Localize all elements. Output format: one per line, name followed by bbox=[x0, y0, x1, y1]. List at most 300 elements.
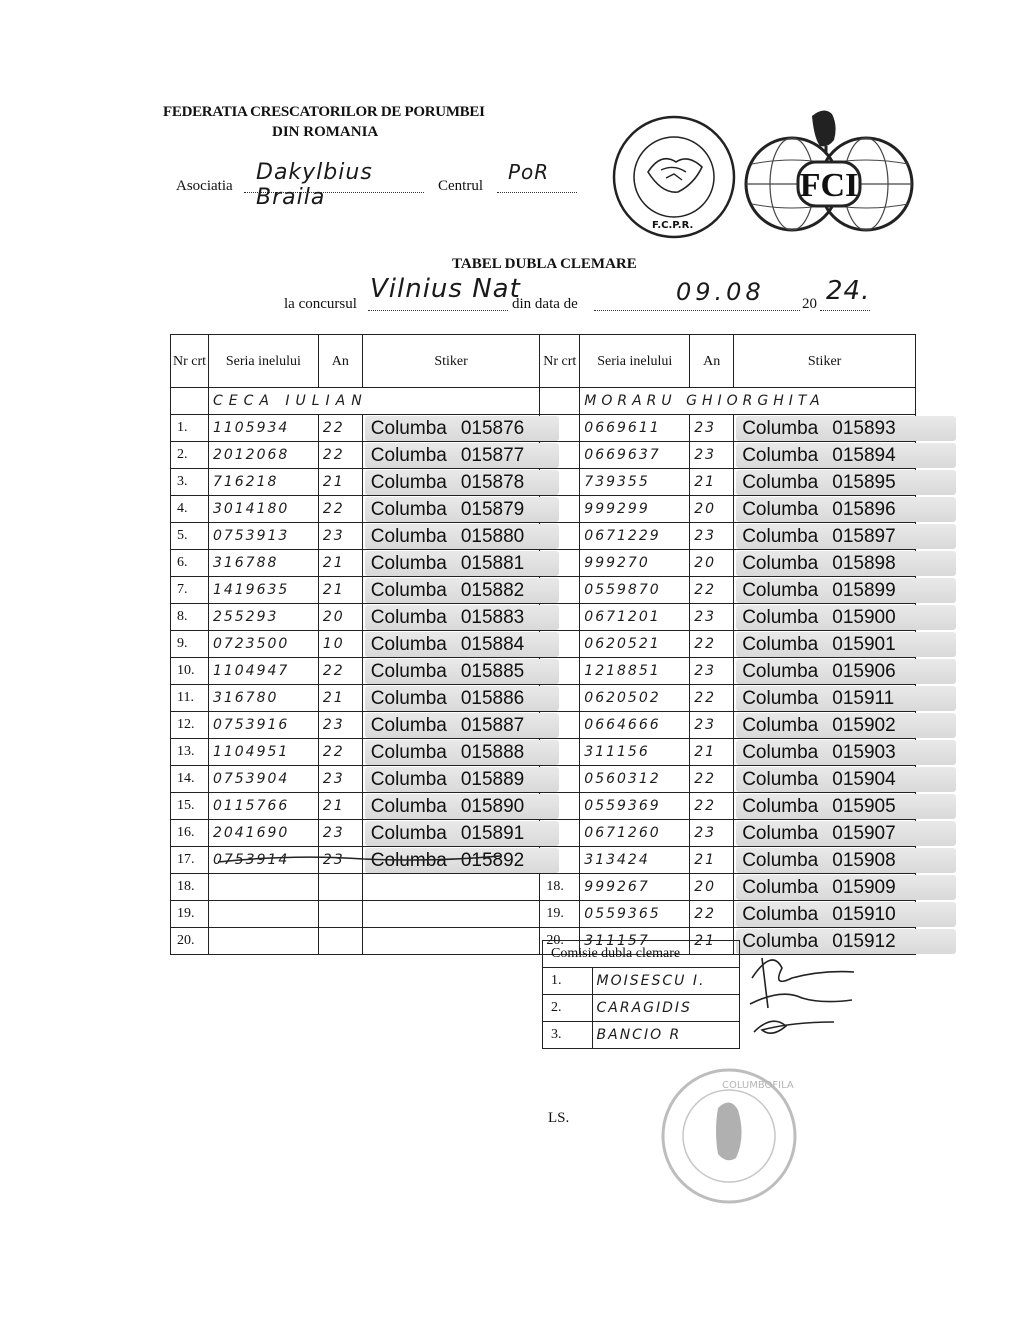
concurs-dotted-line bbox=[368, 310, 508, 311]
commission-row bbox=[543, 1022, 740, 1049]
commission-row bbox=[543, 968, 740, 995]
sticker-right bbox=[736, 902, 956, 927]
sticker-right-cell bbox=[734, 604, 916, 631]
sticker-brand: Columba bbox=[742, 795, 819, 817]
sticker-code: 015889 bbox=[460, 768, 525, 790]
ring-serial-left: 1104951 bbox=[208, 739, 318, 766]
sticker-left bbox=[365, 821, 559, 846]
year-left: 22 bbox=[318, 442, 362, 469]
table-row bbox=[171, 631, 916, 658]
commission-member-name: MOISESCU I. bbox=[592, 968, 739, 995]
sticker-brand: Columba bbox=[742, 930, 819, 952]
row-nr-left: 11. bbox=[171, 685, 209, 712]
sticker-left-cell bbox=[362, 523, 540, 550]
year-right: 22 bbox=[690, 685, 734, 712]
ring-serial-right: 311156 bbox=[580, 739, 690, 766]
sticker-code: 015882 bbox=[460, 579, 525, 601]
year-left: 22 bbox=[318, 739, 362, 766]
sticker-code: 015876 bbox=[460, 417, 525, 439]
sticker-code: 015899 bbox=[832, 579, 896, 601]
sticker-code: 015878 bbox=[460, 471, 525, 493]
sticker-right bbox=[736, 443, 956, 468]
sticker-code: 015912 bbox=[832, 930, 896, 952]
ring-serial-left: 3014180 bbox=[208, 496, 318, 523]
sticker-code: 015891 bbox=[460, 822, 525, 844]
ring-serial-left: 0115766 bbox=[208, 793, 318, 820]
table-row bbox=[171, 523, 916, 550]
header-an-right: An bbox=[690, 335, 734, 388]
sticker-brand: Columba bbox=[742, 417, 819, 439]
empty-row-strike-signature bbox=[214, 850, 504, 866]
header-an-left: An bbox=[318, 335, 362, 388]
sticker-brand: Columba bbox=[370, 579, 447, 601]
year-left: 21 bbox=[318, 550, 362, 577]
ring-serial-right: 0559369 bbox=[580, 793, 690, 820]
sticker-right bbox=[736, 821, 956, 846]
sticker-left-cell bbox=[362, 442, 540, 469]
centrul-value: PoR bbox=[508, 160, 550, 184]
sticker-right-cell bbox=[734, 523, 916, 550]
centrul-dotted-line bbox=[497, 192, 577, 193]
sticker-code: 015884 bbox=[460, 633, 525, 655]
sticker-code: 015908 bbox=[832, 849, 896, 871]
sticker-right-cell bbox=[734, 496, 916, 523]
header-seria-right: Seria inelului bbox=[580, 335, 690, 388]
sticker-code: 015881 bbox=[460, 552, 525, 574]
sticker-code: 015911 bbox=[832, 687, 895, 709]
year-right: 23 bbox=[690, 523, 734, 550]
sticker-right-cell bbox=[734, 658, 916, 685]
sticker-brand: Columba bbox=[742, 714, 819, 736]
right-owner-name: MORARU GHIORGHITA bbox=[580, 388, 916, 415]
sticker-brand: Columba bbox=[742, 606, 819, 628]
ring-serial-left bbox=[208, 874, 318, 901]
row-nr-right: 20. bbox=[540, 928, 580, 955]
row-nr-left: 15. bbox=[171, 793, 209, 820]
year-right: 20 bbox=[690, 874, 734, 901]
year-left: 22 bbox=[318, 658, 362, 685]
year-left: 22 bbox=[318, 496, 362, 523]
year-right: 20 bbox=[690, 550, 734, 577]
commission-member-name: CARAGIDIS bbox=[592, 995, 739, 1022]
year-right: 23 bbox=[690, 415, 734, 442]
sticker-right-cell bbox=[734, 766, 916, 793]
sticker-right-cell bbox=[734, 685, 916, 712]
year-left: 23 bbox=[318, 523, 362, 550]
fcpr-seal bbox=[606, 112, 742, 242]
sticker-brand: Columba bbox=[742, 633, 819, 655]
ring-serial-right: 0671260 bbox=[580, 820, 690, 847]
table-row bbox=[171, 793, 916, 820]
sticker-right-cell bbox=[734, 550, 916, 577]
concurs-value: Vilnius Nat bbox=[370, 274, 521, 304]
ring-serial-right: 999299 bbox=[580, 496, 690, 523]
sticker-code: 015892 bbox=[460, 849, 525, 871]
sticker-brand: Columba bbox=[370, 687, 447, 709]
row-nr-left: 20. bbox=[171, 928, 209, 955]
ring-serial-left: 255293 bbox=[208, 604, 318, 631]
table-row bbox=[171, 712, 916, 739]
sticker-right bbox=[736, 740, 956, 765]
sticker-brand: Columba bbox=[370, 498, 447, 520]
sticker-right-cell bbox=[734, 469, 916, 496]
year-left: 10 bbox=[318, 631, 362, 658]
sticker-code: 015906 bbox=[832, 660, 896, 682]
ring-serial-left: 716218 bbox=[208, 469, 318, 496]
header-nr-right: Nr crt bbox=[540, 335, 580, 388]
sticker-code: 015900 bbox=[832, 606, 896, 628]
sticker-code: 015879 bbox=[460, 498, 525, 520]
sticker-code: 015898 bbox=[832, 552, 896, 574]
sticker-right bbox=[736, 875, 956, 900]
sticker-code: 015877 bbox=[460, 444, 525, 466]
fci-globe-icon bbox=[742, 104, 916, 236]
year-left: 21 bbox=[318, 685, 362, 712]
commission-nr: 3. bbox=[543, 1022, 593, 1049]
sticker-code: 015901 bbox=[832, 633, 896, 655]
row-nr-right: 18. bbox=[540, 874, 580, 901]
year-right: 23 bbox=[690, 442, 734, 469]
sticker-code: 015904 bbox=[832, 768, 896, 790]
year-dotted-line bbox=[820, 310, 870, 311]
left-owner-name: CECA IULIAN bbox=[208, 388, 539, 415]
sticker-right bbox=[736, 551, 956, 576]
year-value: 24. bbox=[826, 276, 871, 306]
table-row bbox=[171, 685, 916, 712]
date-label: din data de bbox=[512, 296, 578, 312]
sticker-left-cell bbox=[362, 658, 540, 685]
stamp-text: COLUMBOFILA bbox=[722, 1080, 794, 1091]
sticker-brand: Columba bbox=[370, 741, 447, 763]
sticker-right bbox=[736, 713, 956, 738]
sticker-right-cell bbox=[734, 631, 916, 658]
sticker-right-cell bbox=[734, 793, 916, 820]
ring-serial-right: 311157 bbox=[580, 928, 690, 955]
sticker-brand: Columba bbox=[742, 552, 819, 574]
association-stamp bbox=[656, 1066, 802, 1206]
sticker-brand: Columba bbox=[370, 822, 447, 844]
ring-serial-right: 0620502 bbox=[580, 685, 690, 712]
sticker-brand: Columba bbox=[370, 444, 447, 466]
table-row bbox=[171, 550, 916, 577]
sticker-right bbox=[736, 524, 956, 549]
sticker-right bbox=[736, 605, 956, 630]
commission-nr: 1. bbox=[543, 968, 593, 995]
row-nr-left: 13. bbox=[171, 739, 209, 766]
sticker-brand: Columba bbox=[370, 633, 447, 655]
commission-row bbox=[543, 995, 740, 1022]
sticker-right bbox=[736, 416, 956, 441]
row-nr-right: 19. bbox=[540, 901, 580, 928]
asociatia-value: Dakylbius Braila bbox=[256, 160, 373, 210]
sticker-code: 015885 bbox=[460, 660, 525, 682]
ring-serial-right: 999267 bbox=[580, 874, 690, 901]
sticker-right-cell bbox=[734, 901, 916, 928]
year-right: 21 bbox=[690, 469, 734, 496]
row-nr-left: 3. bbox=[171, 469, 209, 496]
year-right: 22 bbox=[690, 577, 734, 604]
sticker-left-cell bbox=[362, 577, 540, 604]
sticker-code: 015909 bbox=[832, 876, 896, 898]
row-nr-left: 14. bbox=[171, 766, 209, 793]
row-nr-left: 6. bbox=[171, 550, 209, 577]
ring-serial-left: 0723500 bbox=[208, 631, 318, 658]
sticker-left bbox=[365, 767, 559, 792]
sticker-left bbox=[365, 659, 559, 684]
table-row bbox=[171, 604, 916, 631]
sticker-right-cell bbox=[734, 577, 916, 604]
sticker-right bbox=[736, 659, 956, 684]
table-row bbox=[171, 820, 916, 847]
sticker-code: 015887 bbox=[460, 714, 525, 736]
sticker-left-cell bbox=[362, 685, 540, 712]
sticker-brand: Columba bbox=[370, 660, 447, 682]
sticker-brand: Columba bbox=[742, 471, 819, 493]
table-row bbox=[171, 415, 916, 442]
year-right: 21 bbox=[690, 928, 734, 955]
sticker-right bbox=[736, 794, 956, 819]
ring-serial-left: 2041690 bbox=[208, 820, 318, 847]
sticker-brand: Columba bbox=[742, 876, 819, 898]
ring-serial-left: 0753916 bbox=[208, 712, 318, 739]
row-nr-left: 10. bbox=[171, 658, 209, 685]
sticker-left-cell bbox=[362, 469, 540, 496]
sticker-left bbox=[365, 794, 559, 819]
table-row bbox=[171, 442, 916, 469]
fcpr-abbrev: F.C.P.R. bbox=[652, 220, 694, 231]
commission-signatures bbox=[742, 948, 862, 1048]
ring-serial-right: 0664666 bbox=[580, 712, 690, 739]
commission-table bbox=[542, 940, 740, 1049]
sticker-left bbox=[365, 416, 559, 441]
header-nr-left: Nr crt bbox=[171, 335, 209, 388]
ring-serial-right: 0669611 bbox=[580, 415, 690, 442]
ring-serial-left: 0753904 bbox=[208, 766, 318, 793]
ring-serial-right: 0559870 bbox=[580, 577, 690, 604]
year-right: 23 bbox=[690, 820, 734, 847]
year-right: 23 bbox=[690, 658, 734, 685]
header-seria-left: Seria inelului bbox=[208, 335, 318, 388]
sticker-left bbox=[365, 578, 559, 603]
row-nr-left: 18. bbox=[171, 874, 209, 901]
ring-serial-left: 0753913 bbox=[208, 523, 318, 550]
sticker-brand: Columba bbox=[370, 606, 447, 628]
sticker-right bbox=[736, 497, 956, 522]
year-left: 20 bbox=[318, 604, 362, 631]
sticker-brand: Columba bbox=[742, 660, 819, 682]
ring-serial-right: 0671201 bbox=[580, 604, 690, 631]
row-nr-left: 16. bbox=[171, 820, 209, 847]
sticker-left-cell bbox=[362, 739, 540, 766]
sticker-brand: Columba bbox=[742, 444, 819, 466]
ring-serial-right: 739355 bbox=[580, 469, 690, 496]
year-left bbox=[318, 874, 362, 901]
table-row bbox=[171, 577, 916, 604]
owner-row bbox=[171, 388, 916, 415]
sticker-code: 015903 bbox=[832, 741, 896, 763]
year-right: 21 bbox=[690, 847, 734, 874]
sticker-left-cell bbox=[362, 550, 540, 577]
ring-serial-left bbox=[208, 901, 318, 928]
row-nr-left: 7. bbox=[171, 577, 209, 604]
ring-serial-right: 0620521 bbox=[580, 631, 690, 658]
table-row bbox=[171, 874, 916, 901]
year-right: 22 bbox=[690, 766, 734, 793]
sticker-left bbox=[365, 740, 559, 765]
commission-nr: 2. bbox=[543, 995, 593, 1022]
centrul-label: Centrul bbox=[438, 178, 483, 194]
sticker-right-cell bbox=[734, 442, 916, 469]
sticker-right-cell bbox=[734, 820, 916, 847]
date-dotted-line bbox=[594, 310, 800, 311]
sticker-code: 015902 bbox=[832, 714, 896, 736]
page-title: TABEL DUBLA CLEMARE bbox=[452, 256, 637, 272]
ring-serial-right: 313424 bbox=[580, 847, 690, 874]
table-row bbox=[171, 739, 916, 766]
sticker-brand: Columba bbox=[742, 768, 819, 790]
sticker-brand: Columba bbox=[370, 849, 447, 871]
sticker-code: 015890 bbox=[460, 795, 525, 817]
row-nr-left: 1. bbox=[171, 415, 209, 442]
sticker-brand: Columba bbox=[370, 552, 447, 574]
year-right: 21 bbox=[690, 739, 734, 766]
sticker-left bbox=[365, 551, 559, 576]
sticker-left-cell bbox=[362, 901, 540, 928]
sticker-left bbox=[365, 686, 559, 711]
ring-serial-left: 2012068 bbox=[208, 442, 318, 469]
ring-serial-left: 1419635 bbox=[208, 577, 318, 604]
sticker-code: 015896 bbox=[832, 498, 896, 520]
sticker-brand: Columba bbox=[742, 525, 819, 547]
sticker-brand: Columba bbox=[370, 768, 447, 790]
ls-label: LS. bbox=[548, 1110, 570, 1126]
ring-serial-left: 0753914 bbox=[208, 847, 318, 874]
sticker-left-cell bbox=[362, 712, 540, 739]
sticker-right-cell bbox=[734, 712, 916, 739]
sticker-code: 015888 bbox=[460, 741, 525, 763]
sticker-left bbox=[365, 497, 559, 522]
table-row bbox=[171, 901, 916, 928]
sticker-left-cell bbox=[362, 874, 540, 901]
year-left bbox=[318, 901, 362, 928]
year-left: 21 bbox=[318, 793, 362, 820]
year-left: 21 bbox=[318, 577, 362, 604]
sticker-code: 015910 bbox=[832, 903, 896, 925]
sticker-code: 015893 bbox=[832, 417, 896, 439]
sticker-right bbox=[736, 686, 956, 711]
sticker-brand: Columba bbox=[370, 471, 447, 493]
row-nr-left: 2. bbox=[171, 442, 209, 469]
asociatia-label: Asociatia bbox=[176, 178, 233, 194]
concurs-label: la concursul bbox=[284, 296, 357, 312]
year-left: 22 bbox=[318, 415, 362, 442]
date-value: 09.08 bbox=[676, 278, 765, 306]
sticker-left bbox=[365, 470, 559, 495]
sticker-left bbox=[365, 713, 559, 738]
pigeon-stamp-icon bbox=[656, 1066, 802, 1206]
ring-serial-left: 1105934 bbox=[208, 415, 318, 442]
year-right: 23 bbox=[690, 712, 734, 739]
sticker-right-cell bbox=[734, 415, 916, 442]
sticker-brand: Columba bbox=[742, 741, 819, 763]
sticker-right bbox=[736, 767, 956, 792]
sticker-left-cell bbox=[362, 604, 540, 631]
table-header-row bbox=[171, 335, 916, 388]
sticker-code: 015895 bbox=[832, 471, 896, 493]
federation-country: DIN ROMANIA bbox=[272, 124, 379, 140]
fci-logo-text: FCI bbox=[799, 167, 859, 204]
year-left: 23 bbox=[318, 820, 362, 847]
sticker-code: 015905 bbox=[832, 795, 896, 817]
sticker-left-cell bbox=[362, 415, 540, 442]
sticker-left-cell bbox=[362, 496, 540, 523]
sticker-code: 015907 bbox=[832, 822, 896, 844]
year-left bbox=[318, 928, 362, 955]
year-left: 23 bbox=[318, 766, 362, 793]
sticker-right bbox=[736, 578, 956, 603]
sticker-brand: Columba bbox=[742, 687, 819, 709]
sticker-code: 015894 bbox=[832, 444, 896, 466]
sticker-left-cell bbox=[362, 928, 540, 955]
table-row bbox=[171, 766, 916, 793]
row-nr-left: 17. bbox=[171, 847, 209, 874]
year-right: 22 bbox=[690, 901, 734, 928]
ring-serial-right: 0669637 bbox=[580, 442, 690, 469]
ring-serial-right: 0560312 bbox=[580, 766, 690, 793]
ring-serial-right: 0559365 bbox=[580, 901, 690, 928]
sticker-right-cell bbox=[734, 739, 916, 766]
row-nr-left: 19. bbox=[171, 901, 209, 928]
sticker-brand: Columba bbox=[742, 822, 819, 844]
sticker-brand: Columba bbox=[742, 579, 819, 601]
year-left: 21 bbox=[318, 469, 362, 496]
commission-member-name: BANCIO R bbox=[592, 1022, 739, 1049]
row-nr-left: 8. bbox=[171, 604, 209, 631]
year-right: 22 bbox=[690, 631, 734, 658]
sticker-code: 015897 bbox=[832, 525, 896, 547]
sticker-left bbox=[365, 524, 559, 549]
sticker-brand: Columba bbox=[370, 525, 447, 547]
fci-logo bbox=[742, 104, 916, 236]
ring-serial-left: 1104947 bbox=[208, 658, 318, 685]
sticker-right bbox=[736, 632, 956, 657]
sticker-left-cell bbox=[362, 820, 540, 847]
table-row bbox=[171, 496, 916, 523]
row-nr-left: 5. bbox=[171, 523, 209, 550]
sticker-right-cell bbox=[734, 874, 916, 901]
year-prefix: 20 bbox=[802, 296, 817, 312]
sticker-left-cell bbox=[362, 631, 540, 658]
year-left: 23 bbox=[318, 847, 362, 874]
sticker-brand: Columba bbox=[370, 417, 447, 439]
sticker-brand: Columba bbox=[742, 903, 819, 925]
ring-serial-left bbox=[208, 928, 318, 955]
sticker-right-cell bbox=[734, 847, 916, 874]
sticker-left bbox=[365, 605, 559, 630]
sticker-left-cell bbox=[362, 793, 540, 820]
sticker-left bbox=[365, 443, 559, 468]
row-nr-left: 12. bbox=[171, 712, 209, 739]
header-stiker-right: Stiker bbox=[734, 335, 916, 388]
ring-serial-right: 999270 bbox=[580, 550, 690, 577]
ring-serial-left: 316780 bbox=[208, 685, 318, 712]
federation-name: FEDERATIA CRESCATORILOR DE PORUMBEI bbox=[163, 104, 485, 120]
table-row bbox=[171, 658, 916, 685]
year-right: 23 bbox=[690, 604, 734, 631]
year-left: 23 bbox=[318, 712, 362, 739]
sticker-code: 015883 bbox=[460, 606, 525, 628]
sticker-brand: Columba bbox=[742, 849, 819, 871]
